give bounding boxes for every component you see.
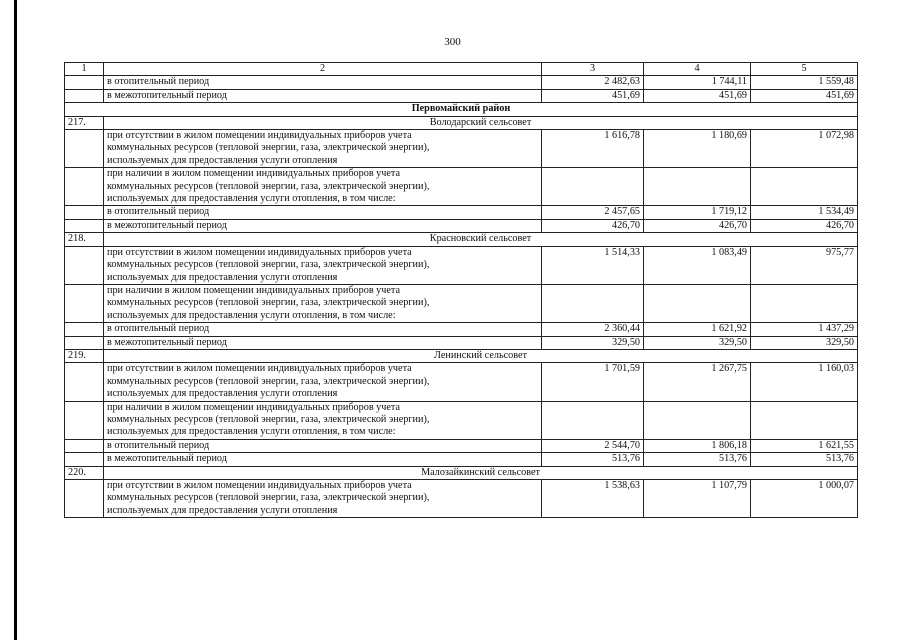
- row-label: [104, 284, 542, 322]
- value-col-4: 451,69: [644, 89, 751, 102]
- section-number: 220.: [65, 466, 104, 479]
- label-line: коммунальных ресурсов (тепловой энергии, газа, электрической энергии),: [107, 492, 430, 504]
- label-line: при наличии в жилом помещении индивидуальных приборов учета: [107, 401, 401, 413]
- row-label: в межотопительный период: [104, 89, 542, 102]
- label-line: коммунальных ресурсов (тепловой энергии, газа, электрической энергии),: [107, 413, 430, 425]
- table-row: [65, 453, 858, 466]
- label-line: используемых для предоставления услуги отопления, в том числе:: [107, 193, 396, 205]
- value-col-4: 1 719,12: [644, 206, 751, 219]
- section-name: Красновский сельсовет: [104, 233, 858, 246]
- table-row: [65, 246, 858, 284]
- section-name: Малозайкинский сельсовет: [104, 466, 858, 479]
- value-col-3: 1 616,78: [542, 130, 644, 168]
- value-col-5: 513,76: [751, 453, 858, 466]
- section-header-row: [65, 233, 858, 246]
- label-line: коммунальных ресурсов (тепловой энергии, газа, электрической энергии),: [107, 180, 430, 192]
- table-row: [65, 439, 858, 452]
- table-row: [65, 130, 858, 168]
- value-col-5: 1 000,07: [751, 480, 858, 518]
- row-label: [104, 363, 542, 401]
- value-col-5: 1 534,49: [751, 206, 858, 219]
- label-line: используемых для предоставления услуги отопления: [107, 271, 338, 283]
- value-col-5: 451,69: [751, 89, 858, 102]
- section-name: Ленинский сельсовет: [104, 349, 858, 362]
- header-row: [65, 63, 858, 76]
- section-number: 219.: [65, 349, 104, 362]
- value-col-4: 1 806,18: [644, 439, 751, 452]
- label-line: используемых для предоставления услуги отопления, в том числе:: [107, 309, 396, 321]
- label-line: при отсутствии в жилом помещении индивидуальных приборов учета: [107, 480, 412, 491]
- label-line: при отсутствии в жилом помещении индивидуальных приборов учета: [107, 246, 412, 258]
- value-col-4: 513,76: [644, 453, 751, 466]
- value-col-3: 2 457,65: [542, 206, 644, 219]
- header-col-3: 3: [542, 63, 644, 76]
- region-title: Первомайский район: [65, 103, 858, 116]
- label-line: коммунальных ресурсов (тепловой энергии, газа, электрической энергии),: [107, 259, 430, 271]
- header-col-1: 1: [65, 63, 104, 76]
- row-label: в отопительный период: [104, 323, 542, 336]
- value-col-4: 1 180,69: [644, 130, 751, 168]
- table-row: [65, 336, 858, 349]
- value-col-3: 2 482,63: [542, 76, 644, 89]
- row-label: в отопительный период: [104, 439, 542, 452]
- table-row: [65, 401, 858, 439]
- table-row: [65, 219, 858, 232]
- value-col-5: 1 559,48: [751, 76, 858, 89]
- value-col-3: 513,76: [542, 453, 644, 466]
- value-col-3: 329,50: [542, 336, 644, 349]
- value-col-4: 1 744,11: [644, 76, 751, 89]
- label-line: коммунальных ресурсов (тепловой энергии, газа, электрической энергии),: [107, 142, 430, 154]
- value-col-3: 1 514,33: [542, 246, 644, 284]
- value-col-3: 2 360,44: [542, 323, 644, 336]
- label-line: коммунальных ресурсов (тепловой энергии, газа, электрической энергии),: [107, 297, 430, 309]
- row-label: [104, 130, 542, 168]
- row-label: [104, 168, 542, 206]
- section-name: Володарский сельсовет: [104, 116, 858, 129]
- value-col-4: 1 083,49: [644, 246, 751, 284]
- scan-edge-line: [14, 0, 17, 640]
- value-col-5: 1 437,29: [751, 323, 858, 336]
- value-col-4: 329,50: [644, 336, 751, 349]
- value-col-4: 426,70: [644, 219, 751, 232]
- section-number: 218.: [65, 233, 104, 246]
- table-row: [65, 206, 858, 219]
- label-line: используемых для предоставления услуги отопления, в том числе:: [107, 426, 396, 438]
- value-col-5: 975,77: [751, 246, 858, 284]
- table-row: [65, 480, 858, 518]
- value-col-3: 2 544,70: [542, 439, 644, 452]
- value-col-4: 1 107,79: [644, 480, 751, 518]
- label-line: используемых для предоставления услуги отопления: [107, 154, 338, 166]
- label-line: используемых для предоставления услуги отопления: [107, 388, 338, 400]
- value-col-5: 1 621,55: [751, 439, 858, 452]
- value-col-3: 1 538,63: [542, 480, 644, 518]
- table-row: [65, 323, 858, 336]
- region-row: [65, 103, 858, 116]
- header-col-4: 4: [644, 63, 751, 76]
- value-col-5: 329,50: [751, 336, 858, 349]
- value-col-4: 1 621,92: [644, 323, 751, 336]
- table-row: [65, 168, 858, 206]
- value-col-5: 426,70: [751, 219, 858, 232]
- label-line: при наличии в жилом помещении индивидуальных приборов учета: [107, 284, 401, 296]
- table-row: [65, 363, 858, 401]
- row-label: в отопительный период: [104, 206, 542, 219]
- row-label: [104, 480, 542, 518]
- value-col-3: 426,70: [542, 219, 644, 232]
- label-line: при отсутствии в жилом помещении индивидуальных приборов учета: [107, 363, 412, 375]
- header-col-5: 5: [751, 63, 858, 76]
- section-header-row: [65, 116, 858, 129]
- tariff-table: [64, 62, 858, 518]
- label-line: при отсутствии в жилом помещении индивидуальных приборов учета: [107, 130, 412, 142]
- value-col-5: 1 160,03: [751, 363, 858, 401]
- value-col-3: 1 701,59: [542, 363, 644, 401]
- table-row: [65, 76, 858, 89]
- section-header-row: [65, 349, 858, 362]
- row-label: в отопительный период: [104, 76, 542, 89]
- row-label: [104, 401, 542, 439]
- row-label: в межотопительный период: [104, 453, 542, 466]
- value-col-5: 1 072,98: [751, 130, 858, 168]
- page-number: 300: [444, 36, 461, 48]
- section-number: 217.: [65, 116, 104, 129]
- section-header-row: [65, 466, 858, 479]
- table-row: [65, 284, 858, 322]
- label-line: при наличии в жилом помещении индивидуальных приборов учета: [107, 168, 401, 180]
- row-label: в межотопительный период: [104, 219, 542, 232]
- value-col-4: 1 267,75: [644, 363, 751, 401]
- value-col-3: 451,69: [542, 89, 644, 102]
- label-line: используемых для предоставления услуги отопления: [107, 504, 338, 516]
- row-label: [104, 246, 542, 284]
- table-row: [65, 89, 858, 102]
- label-line: коммунальных ресурсов (тепловой энергии, газа, электрической энергии),: [107, 375, 430, 387]
- header-col-2: 2: [104, 63, 542, 76]
- row-label: в межотопительный период: [104, 336, 542, 349]
